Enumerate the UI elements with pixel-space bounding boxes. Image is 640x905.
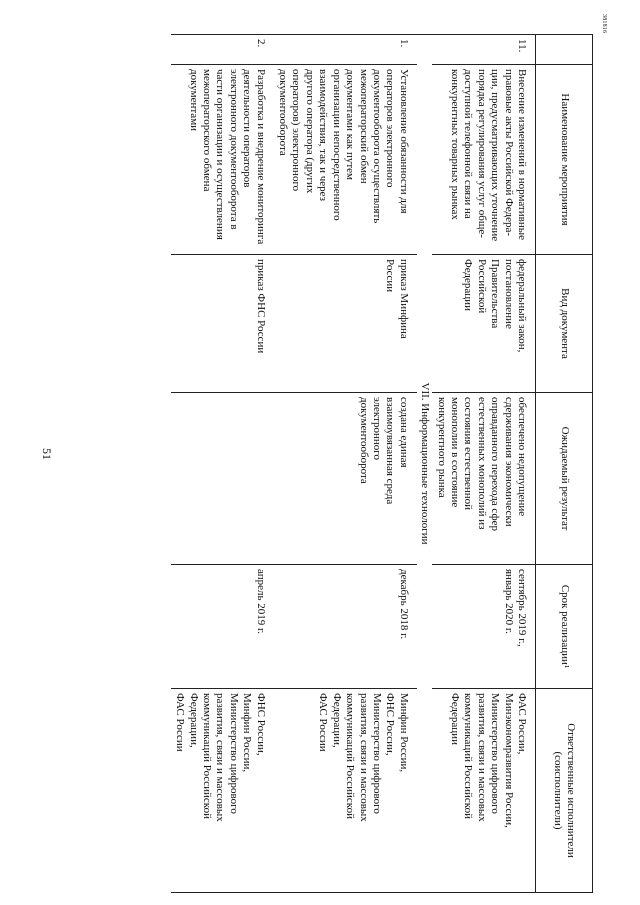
row-number: 11.	[432, 35, 535, 65]
section-heading-row	[417, 35, 432, 893]
header-responsible: Ответственные исполнители (соисполнители)	[536, 689, 593, 893]
measures-table	[171, 34, 593, 893]
row-number: 2.	[171, 35, 274, 65]
table-row	[432, 35, 535, 893]
row-responsible: ФНС России, Минфин России, Министерство цифрового развития, связи и массовых коммуникаций Российской Федерации, ФАС России	[171, 689, 274, 893]
header-number	[536, 35, 593, 65]
row-measure-name: Разработка и внедрение мониторинга деятельности операторов электронного документооборота в части организации и осуществления межоператорского обмена документами	[171, 65, 274, 255]
row-document-type: приказ ФНС России	[171, 255, 274, 393]
row-measure-name: Установление обязанности для операторов электронного документооборота осуществлять межоператорский обмен документами как путем организации непосредственного взаимодействия, так и через другого оператора (других операторов) электронного документооборота	[274, 65, 417, 255]
header-deadline: Срок реализации¹	[536, 565, 593, 689]
row-responsible: Минфин России, ФНС России, Министерство цифрового развития, связи и массовых коммуникаций Российской Федерации, ФАС России	[274, 689, 417, 893]
table-header-row	[536, 35, 593, 893]
row-expected-result	[171, 393, 274, 565]
row-document-type: федеральный закон, постановление Правительства Российской Федерации	[432, 255, 535, 393]
page-number: 51	[40, 448, 54, 460]
document-id: 381816	[601, 14, 607, 34]
header-document-type: Вид документа	[536, 255, 593, 393]
table-row	[274, 35, 417, 893]
row-expected-result: создана единая взаимоувязанная среда электронного документооборота	[274, 393, 417, 565]
table-row	[171, 35, 274, 893]
row-deadline: сентябрь 2019 г., январь 2020 г.	[432, 565, 535, 689]
row-deadline: декабрь 2018 г.	[274, 565, 417, 689]
row-measure-name: Внесение изменений в нормативные правовые акты Российской Федера- ции, предусматривающих уточнение порядка регулирования услуг обще- доступной телефонной связи на конкурентных товарных рынках	[432, 65, 535, 255]
header-expected-result: Ожидаемый результат	[536, 393, 593, 565]
row-deadline: апрель 2019 г.	[171, 565, 274, 689]
section-title: VII. Информационные технологии	[417, 35, 432, 893]
header-measure-name: Наименование мероприятия	[536, 65, 593, 255]
row-document-type: приказ Минфина России	[274, 255, 417, 393]
row-responsible: ФАС России, Минэкономразвития России, Министерство цифрового развития, связи и массовых коммуникаций Российской Федерации	[432, 689, 535, 893]
row-expected-result: обеспечено недопущение сдерживания экономически оправданного перехода сфер естественных монополий из состояния естественной монополии в состояние конкурентного рынка	[432, 393, 535, 565]
row-number: 1.	[274, 35, 417, 65]
